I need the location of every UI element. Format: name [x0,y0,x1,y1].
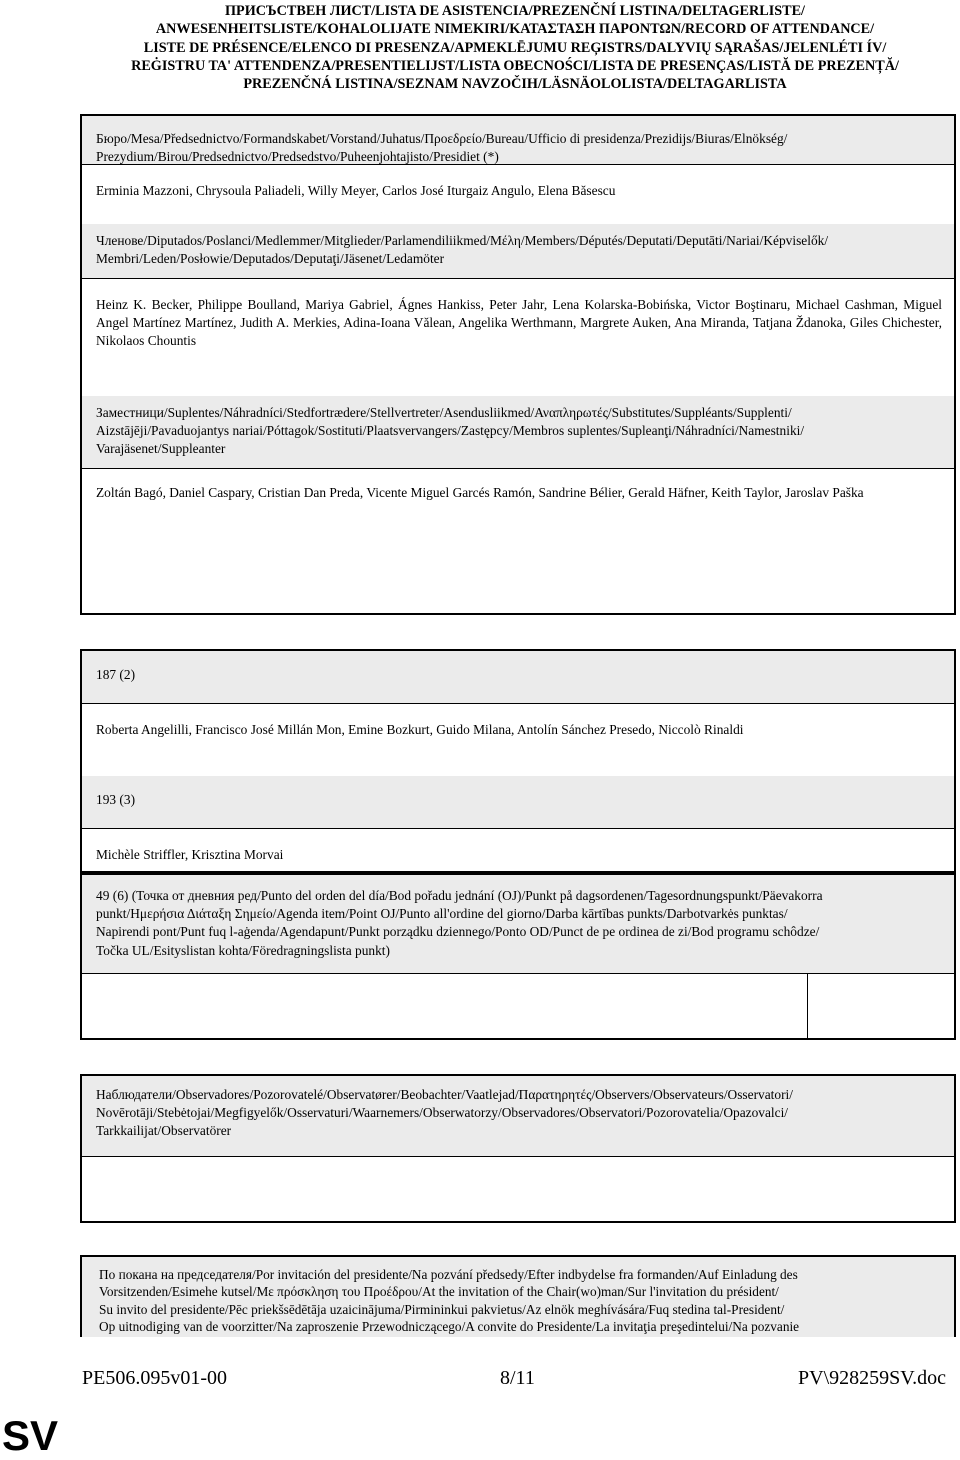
agenda-heading-line: 49 (6) (Точка от дневния ред/Punto del orden del día/Bod pořadu jednání (OJ)/Punkt på dagsordenen/Tagesordnungspunkt/Päevakorra [96,888,823,903]
rule187-heading-text: 187 (2) [96,667,136,682]
bureau-members [82,165,954,224]
members-heading-line: Членове/Diputados/Poslanci/Medlemmer/Mitglieder/Parlamendiliikmed/Μέλη/Members/Députés/Deputati/Deputāti/Nariai/Képviselők/ [96,233,829,248]
agenda-heading-line: punkt/Ημερήσια Διάταξη Σημείο/Agenda item/Point OJ/Punto all'ordine del giorno/Darba kārtības punkts/Darbotvarkės punktas/ [96,906,788,922]
agenda-heading-line: Točka UL/Esityslistan kohta/Föredragningslista punkt) [96,942,390,958]
members-text: Heinz K. Becker, Philippe Boulland, Mariya Gabriel, Ágnes Hankiss, Peter Jahr, Lena Kolarska-Bobińska, Victor Boştinaru, Michael Cashman, Miguel Angel Martínez Martínez, Judith A. Merkies, Adina-Ioana Vălean, Angelika Werthmann, Margrete Auken, Ana Miranda, Tatjana Ždanoka, Giles Chichester, Nikolaos Chountis [96,297,942,349]
agenda-entries [82,974,954,1039]
observers-heading-line: Tarkkailijat/Observatörer [96,1123,232,1139]
members-list [82,279,954,396]
attendance-box-agenda [80,873,956,1040]
bureau-heading-line: Prezydium/Birou/Predsednictvo/Predsedstvo/Puheenjohtajisto/Presidiet (*) [96,149,499,165]
agenda-heading-line: Napirendi pont/Punt fuq l-aġenda/Agendapunt/Punkt porządku dziennego/Ponto OD/Punct de pe ordinea de zi/Bod programu schôdze/ [96,924,820,940]
footer-doc-ref: PE506.095v01-00 [82,1367,227,1389]
agenda-column-divider [807,974,808,1039]
observers-heading-line: Novērotāji/Stebėtojai/Megfigyelők/Osservaturi/Waarnemers/Obserwatorzy/Observadores/Observatori/Pozorovatelia/Opazovalci/ [96,1105,789,1121]
invitation-heading [82,1257,954,1337]
observers-entries [82,1157,954,1222]
substitutes-heading-line: Aizstājēji/Pavaduojantys nariai/Póttagok/Sostituti/Plaatsvervangers/Zastępcy/Membros suplentes/Supleanţi/Náhradníci/Namestniki/ [96,423,805,439]
agenda-heading [82,875,954,974]
header-line: ПРИСЪСТВЕН ЛИСТ/LISTA DE ASISTENCIA/PREZENČNÍ LISTINA/DELTAGERLISTE/ [225,3,805,19]
substitutes-text: Zoltán Bagó, Daniel Caspary, Cristian Dan Preda, Vicente Miguel Garcés Ramón, Sandrine Bélier, Gerald Häfner, Keith Taylor, Jaroslav Paška [96,485,864,500]
substitutes-heading-line: Заместници/Suplentes/Náhradníci/Stedfortrædere/Stellvertreter/Asendusliikmed/Αναπληρωτές/Substitutes/Suppléants/Supplenti/ [96,405,792,420]
attendance-box-rules [80,649,956,873]
attendance-box-main [80,114,956,615]
rule187-list [82,704,954,776]
bureau-heading [82,116,954,165]
rule187-names: Roberta Angelilli, Francisco José Millán Mon, Emine Bozkurt, Guido Milana, Antolín Sánchez Presedo, Niccolò Rinaldi [96,722,744,737]
rule193-list [82,829,954,874]
observers-heading [82,1076,954,1157]
header-line: ANWESENHEITSLISTE/KOHALOLIJATE NIMEKIRI/ΚΑΤΑΣΤΑΣΗ ΠΑΡΟΝΤΩΝ/RECORD OF ATTENDANCE/ [155,21,875,38]
observers-heading-line: Наблюдатели/Observadores/Pozorovatelé/Observatører/Beobachter/Vaatlejad/Παρατηρητές/Observers/Observateurs/Osservatori/ [96,1087,793,1102]
rule193-names: Michèle Striffler, Krisztina Morvai [96,847,284,862]
invitation-heading-line: По покана на председателя/Por invitación del presidente/Na pozvání předsedy/Efter indbydelse fra formanden/Auf Einladung des [99,1267,798,1282]
attendance-box-invitation [80,1255,956,1337]
invitation-heading-line: Su invito del presidente/Pēc priekšsēdētāja uzaicinājuma/Pirmininkui pakvietus/Az elnök meghívására/Fuq stedina tal-President/ [99,1301,785,1317]
bureau-members-text: Erminia Mazzoni, Chrysoula Paliadeli, Willy Meyer, Carlos José Iturgaiz Angulo, Elena Băsescu [96,183,616,198]
rule193-heading [82,776,954,829]
footer-page-number: 8/11 [500,1367,535,1389]
attendance-header [40,2,960,93]
footer-file-name: PV\928259SV.doc [798,1367,946,1389]
members-heading [82,224,954,279]
language-code: SV [2,1412,59,1459]
substitutes-heading-line: Varajäsenet/Suppleanter [96,441,226,457]
members-heading-line: Membri/Leden/Posłowie/Deputados/Deputaţi/Jäsenet/Ledamöter [96,251,445,267]
attendance-box-observers [80,1074,956,1223]
invitation-heading-line: Op uitnodiging van de voorzitter/Na zaproszenie Przewodniczącego/A convite do Presidente/La invitaţia preşedintelui/Na pozvanie [99,1319,800,1335]
substitutes-list [82,469,954,512]
header-line: LISTE DE PRÉSENCE/ELENCO DI PRESENZA/APMEKLĒJUMU REĢISTRS/DALYVIŲ SĄRAŠAS/JELENLÉTI ÍV/ [143,39,887,56]
invitation-heading-line: Vorsitzenden/Esimehe kutsel/Με πρόσκληση του Προέδρου/At the invitation of the Chair(wo)man/Sur l'invitation du président/ [99,1284,779,1300]
rule187-heading [82,651,954,704]
header-line: PREZENČNÁ LISTINA/SEZNAM NAVZOČIH/LÄSNÄOLOLISTA/DELTAGARLISTA [243,76,787,93]
bureau-heading-line: Бюро/Mesa/Předsednictvo/Formandskabet/Vorstand/Juhatus/Προεδρείο/Bureau/Ufficio di presidenza/Prezidijs/Biuras/Elnökség/ [96,131,788,146]
header-line: REĠISTRU TA' ATTENDENZA/PRESENTIELIJST/LISTA OBECNOŚCI/LISTA DE PRESENÇAS/LISTĂ DE PREZENȚĂ/ [131,57,899,74]
rule193-heading-text: 193 (3) [96,792,136,807]
substitutes-heading [82,396,954,469]
